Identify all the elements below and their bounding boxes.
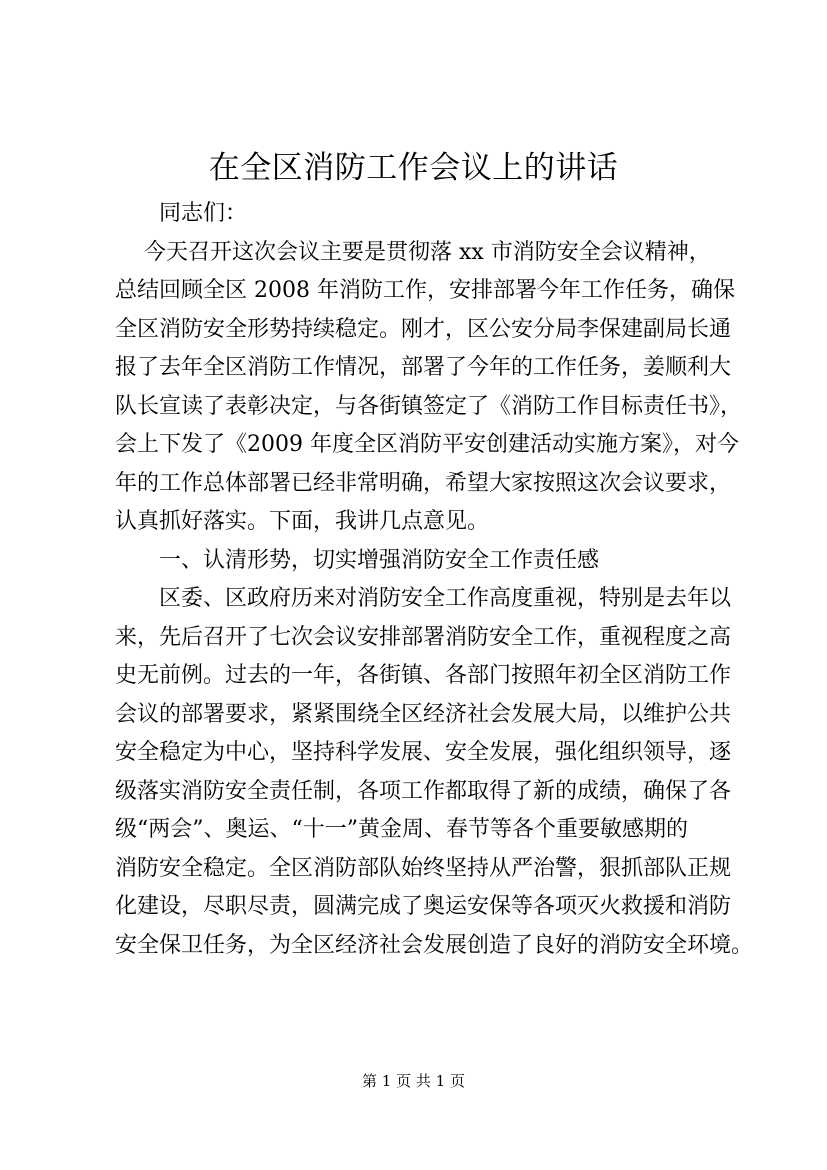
paragraph-line: 队长宣读了表彰决定，与各街镇签定了《消防工作目标责任书》， — [115, 393, 743, 419]
paragraph-line: 化建设，尽职尽责，圆满完成了奥运安保等各项灭火救援和消防 — [115, 894, 732, 919]
paragraph-line: 来，先后召开了七次会议安排部署消防安全工作，重视程度之高 — [115, 624, 732, 650]
paragraph-line: 级“两会”、奥运、“十一”黄金周、春节等各个重要敏感期的 — [115, 817, 688, 842]
paragraph-line: 认真抓好落实。下面，我讲几点意见。 — [115, 509, 490, 534]
paragraph-line: 安全保卫任务，为全区经济社会发展创造了良好的消防安全环境。 — [115, 932, 754, 958]
paragraph-line: 报了去年全区消防工作情况，部署了今年的工作任务，姜顺利大 — [115, 355, 732, 380]
document-title: 在全区消防工作会议上的讲话 — [208, 150, 619, 186]
paragraph-line: 消防安全稳定。全区消防部队始终坚持从严治警，狠抓部队正规 — [115, 855, 732, 881]
paragraph-line: 今天召开这次会议主要是贯彻落 xx 市消防安全会议精神， — [144, 239, 711, 265]
paragraph-line: 会上下发了《2009 年度全区消防平安创建活动实施方案》，对今 — [115, 432, 739, 457]
page-footer: 第 1 页 共 1 页 — [362, 1072, 465, 1090]
paragraph-line: 全区消防安全形势持续稳定。刚才，区公安分局李保建副局长通 — [115, 316, 732, 342]
section-heading-text: 一、认清形势，切实增强消防安全工作责任感 — [159, 547, 600, 573]
paragraph — [115, 580, 754, 965]
paragraph-line: 总结回顾全区 2008 年消防工作，安排部署今年工作任务，确保 — [115, 278, 735, 303]
section-heading — [115, 542, 735, 581]
greeting: 同志们： — [159, 201, 248, 226]
paragraph-line: 史无前例。过去的一年，各街镇、各部门按照年初全区消防工作 — [115, 663, 732, 688]
paragraph-line: 区委、区政府历来对消防安全工作高度重视，特别是去年以 — [159, 586, 732, 611]
paragraph-line: 会议的部署要求，紧紧围绕全区经济社会发展大局，以维护公共 — [115, 701, 732, 727]
paragraph-line: 级落实消防安全责任制，各项工作都取得了新的成绩，确保了各 — [115, 778, 732, 804]
paragraph-line: 安全稳定为中心，坚持科学发展、安全发展，强化组织领导，逐 — [115, 740, 732, 765]
paragraph-line: 年的工作总体部署已经非常明确，希望大家按照这次会议要求， — [115, 470, 732, 496]
paragraph — [115, 234, 743, 542]
document-body — [115, 195, 754, 965]
